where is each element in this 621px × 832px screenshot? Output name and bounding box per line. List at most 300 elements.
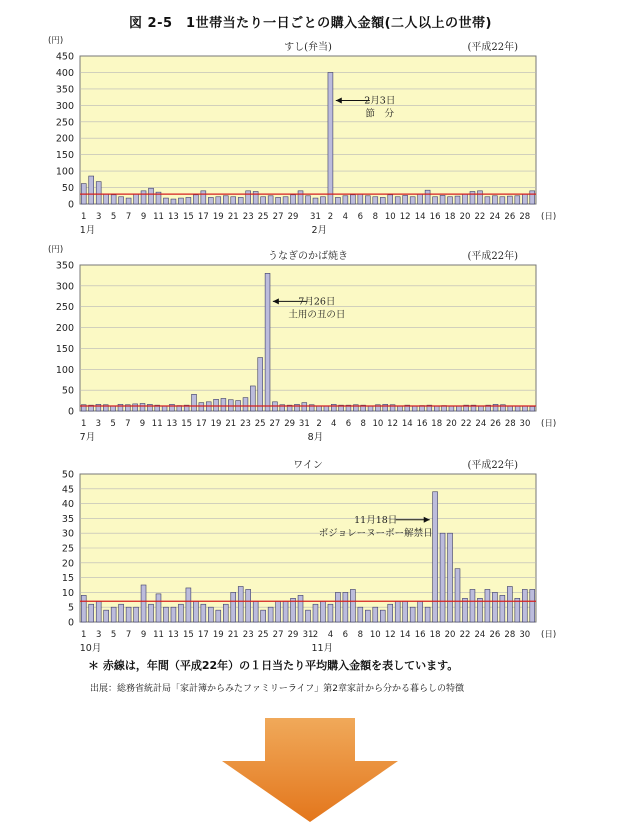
y-tick-label: 150: [55, 150, 74, 162]
bar: [398, 406, 403, 411]
month-label: 2月: [311, 225, 328, 236]
bar: [89, 176, 94, 204]
y-tick-label: 350: [55, 260, 74, 272]
x-tick-label: 15: [182, 630, 194, 640]
y-tick-label: 450: [55, 51, 74, 63]
bar: [283, 601, 288, 622]
x-tick-label: 8: [357, 630, 364, 640]
source-citation: 出展：総務省統計局「家計簿からみたファミリーライフ」第2章家計から分かる暮らしの特徴: [90, 684, 465, 694]
x-tick-label: 22: [474, 212, 486, 222]
bar: [111, 607, 116, 622]
y-tick-label: 100: [55, 166, 74, 178]
x-tick-label: 10: [372, 419, 384, 429]
bar: [104, 610, 109, 622]
x-tick-label: 28: [519, 212, 531, 222]
x-tick-label: 16: [416, 419, 428, 429]
bar: [238, 586, 243, 622]
x-tick-label: 20: [446, 419, 457, 429]
y-tick-label: 50: [61, 385, 74, 397]
bar: [231, 592, 236, 622]
month-label: 1月: [79, 225, 96, 236]
bar: [418, 601, 423, 622]
x-tick-label: 11: [151, 419, 163, 429]
x-tick-label: 5: [110, 630, 117, 640]
plot-area: [80, 265, 536, 411]
x-unit-label: (日): [541, 212, 557, 222]
y-tick-label: 150: [55, 343, 74, 355]
bar: [141, 191, 146, 204]
x-tick-label: 24: [475, 419, 487, 429]
bar: [358, 607, 363, 622]
bar: [440, 533, 445, 622]
bar: [192, 394, 197, 411]
bar: [96, 601, 101, 622]
x-tick-label: 18: [429, 630, 441, 640]
bar: [410, 607, 415, 622]
bar: [246, 589, 251, 622]
bar: [324, 406, 329, 411]
bar: [268, 196, 273, 204]
bar: [328, 72, 333, 204]
x-tick-label: 18: [431, 419, 443, 429]
bar: [178, 604, 183, 622]
bar: [522, 589, 527, 622]
y-tick-label: 400: [55, 67, 74, 79]
y-tick-label: 0: [67, 406, 74, 418]
bar: [500, 595, 505, 622]
annotation-text: 7月26日: [298, 296, 336, 308]
month-label: 10月: [79, 643, 102, 654]
bar: [343, 196, 348, 204]
bar: [485, 589, 490, 622]
y-tick-label: 200: [55, 323, 74, 335]
bar: [456, 406, 461, 411]
bar: [380, 197, 385, 204]
bar: [162, 406, 167, 411]
bar: [306, 196, 311, 204]
x-tick-label: 18: [444, 212, 456, 222]
bar: [507, 586, 512, 622]
bar: [331, 404, 336, 411]
bar: [276, 197, 281, 204]
y-unit-label: (円): [48, 245, 64, 255]
x-tick-label: 8: [372, 212, 378, 222]
bar: [208, 607, 213, 622]
x-tick-label: 17: [197, 630, 209, 640]
bar: [243, 398, 248, 411]
y-tick-label: 20: [61, 558, 74, 570]
month-label: 7月: [79, 432, 96, 443]
bar: [265, 273, 270, 411]
bar: [216, 610, 221, 622]
bar: [216, 197, 221, 204]
x-tick-label: 4: [331, 419, 337, 429]
bar: [258, 358, 263, 411]
bar: [383, 404, 388, 411]
x-tick-label: 17: [195, 419, 207, 429]
bar: [268, 607, 273, 622]
bar: [298, 191, 303, 204]
bar: [500, 197, 505, 204]
x-tick-label: 25: [257, 630, 269, 640]
x-tick-label: 31: [302, 630, 314, 640]
bar: [171, 607, 176, 622]
bar: [149, 604, 154, 622]
bar: [261, 197, 266, 204]
bar: [119, 197, 124, 204]
bar: [147, 404, 152, 411]
x-tick-label: 9: [140, 630, 147, 640]
x-tick-label: 11: [153, 630, 164, 640]
month-label: 11月: [311, 643, 334, 654]
bar: [449, 406, 454, 411]
bar: [134, 607, 139, 622]
y-tick-label: 45: [61, 484, 74, 496]
bar: [485, 197, 490, 204]
bar: [448, 197, 453, 204]
y-tick-label: 10: [61, 587, 74, 599]
chart-title: ワイン: [293, 460, 323, 471]
y-tick-label: 300: [55, 100, 74, 112]
bar: [358, 194, 363, 204]
bar: [186, 588, 191, 622]
bar: [104, 194, 109, 204]
bar: [118, 404, 123, 411]
bar: [508, 406, 513, 411]
bar: [186, 197, 191, 204]
x-tick-label: 14: [401, 419, 413, 429]
bar: [328, 604, 333, 622]
bar: [253, 601, 258, 622]
bar: [141, 585, 146, 622]
x-unit-label: (日): [541, 630, 557, 640]
bar: [96, 404, 101, 411]
y-tick-label: 250: [55, 302, 74, 314]
y-tick-label: 350: [55, 84, 74, 96]
bar: [238, 197, 243, 204]
bar: [119, 604, 124, 622]
bar: [295, 404, 300, 411]
x-tick-label: 3: [95, 419, 102, 429]
bar: [164, 198, 169, 204]
y-tick-label: 250: [55, 117, 74, 129]
x-tick-label: 26: [490, 419, 501, 429]
bar: [455, 569, 460, 622]
x-tick-label: 6: [345, 419, 352, 429]
x-tick-label: 24: [489, 212, 501, 222]
bar: [410, 197, 415, 204]
x-tick-label: 5: [110, 419, 116, 429]
x-tick-label: 19: [212, 212, 224, 222]
x-tick-label: 13: [168, 630, 179, 640]
bar: [214, 399, 219, 411]
x-tick-label: 25: [257, 212, 269, 222]
bar: [492, 196, 497, 204]
bar: [530, 191, 535, 204]
x-tick-label: 23: [240, 419, 251, 429]
bar: [380, 610, 385, 622]
y-tick-label: 15: [61, 573, 74, 585]
x-tick-label: 13: [168, 212, 179, 222]
x-tick-label: 6: [357, 212, 364, 222]
x-tick-label: 4: [327, 630, 334, 640]
x-tick-label: 23: [242, 630, 254, 640]
bar: [434, 406, 439, 411]
bar: [134, 194, 139, 204]
bar: [298, 595, 303, 622]
bar: [320, 197, 325, 204]
bar: [140, 403, 145, 411]
x-tick-label: 1: [80, 419, 87, 429]
x-tick-label: 5: [110, 212, 117, 222]
x-tick-label: 13: [166, 419, 178, 429]
bar: [261, 610, 266, 622]
x-tick-label: 31: [310, 212, 321, 222]
bar: [246, 191, 251, 204]
x-tick-label: 12: [399, 212, 411, 222]
era-label: (平成22年): [467, 460, 518, 471]
y-tick-label: 200: [55, 133, 74, 145]
y-tick-label: 0: [67, 617, 74, 629]
bar: [89, 604, 94, 622]
annotation-text: 11月18日: [354, 514, 398, 526]
bar: [313, 604, 318, 622]
bar: [530, 589, 535, 622]
bar: [507, 196, 512, 204]
bar: [493, 404, 498, 411]
x-tick-label: 7: [125, 212, 132, 222]
x-tick-label: 25: [254, 419, 266, 429]
x-tick-label: 24: [474, 630, 486, 640]
x-tick-label: 2: [316, 419, 322, 429]
x-tick-label: 23: [242, 212, 254, 222]
x-tick-label: 19: [210, 419, 222, 429]
bar: [418, 194, 423, 204]
bar: [199, 403, 204, 411]
x-tick-label: 31: [298, 419, 310, 429]
bar: [477, 191, 482, 204]
bar: [231, 197, 236, 204]
annotation-text: ボジョレーヌーボー解禁日: [318, 527, 433, 539]
x-tick-label: 17: [197, 212, 209, 222]
bar: [373, 607, 378, 622]
x-tick-label: 27: [272, 212, 284, 222]
x-tick-label: 29: [287, 212, 299, 222]
down-arrow-icon: [222, 718, 398, 824]
x-tick-label: 22: [460, 419, 472, 429]
bar: [178, 198, 183, 204]
bar: [433, 492, 438, 622]
annotation-text: 節 分: [365, 108, 395, 120]
y-tick-label: 300: [55, 281, 74, 293]
x-tick-label: 1: [81, 212, 87, 222]
x-tick-label: 15: [182, 212, 194, 222]
x-tick-label: 11: [153, 212, 164, 222]
y-unit-label: (円): [48, 36, 64, 46]
era-label: (平成22年): [467, 251, 518, 262]
x-tick-label: 26: [504, 212, 516, 222]
bar: [253, 192, 258, 204]
bar: [335, 592, 340, 622]
bar: [433, 197, 438, 204]
footnote: ＊ 赤線は，年間（平成22年）の１日当たり平均購入金額を表しています。: [88, 659, 459, 672]
bar: [111, 195, 116, 204]
x-tick-label: 28: [504, 419, 516, 429]
bar: [126, 198, 131, 204]
bar: [463, 194, 468, 204]
bar: [193, 195, 198, 204]
bar: [395, 197, 400, 204]
bar: [302, 403, 307, 411]
x-tick-label: 6: [342, 630, 349, 640]
x-tick-label: 21: [227, 212, 239, 222]
x-tick-label: 8: [360, 419, 366, 429]
y-tick-label: 25: [61, 543, 74, 555]
chart-title: うなぎのかば焼き: [268, 251, 348, 262]
x-tick-label: 21: [225, 419, 237, 429]
bar: [193, 601, 198, 622]
x-tick-label: 3: [95, 212, 102, 222]
bar: [515, 406, 520, 411]
x-tick-label: 7: [125, 419, 131, 429]
bar: [96, 182, 101, 204]
bar: [350, 589, 355, 622]
bar: [335, 197, 340, 204]
x-tick-label: 10: [369, 630, 381, 640]
bar: [171, 199, 176, 204]
bar: [283, 197, 288, 204]
x-tick-label: 3: [95, 630, 102, 640]
bar: [164, 607, 169, 622]
x-tick-label: 2: [327, 212, 334, 222]
x-tick-label: 30: [519, 630, 531, 640]
x-tick-label: 19: [212, 630, 224, 640]
x-tick-label: 14: [399, 630, 411, 640]
x-tick-label: 29: [287, 630, 299, 640]
bar: [478, 406, 483, 411]
x-tick-label: 10: [384, 212, 396, 222]
month-label: 8月: [307, 432, 324, 443]
x-tick-label: 9: [139, 419, 146, 429]
bar: [208, 197, 213, 204]
bar: [373, 197, 378, 204]
chart-unagi: [0, 244, 621, 454]
bar: [111, 406, 116, 411]
x-tick-label: 9: [140, 212, 147, 222]
x-tick-label: 12: [387, 419, 398, 429]
bar: [250, 386, 255, 411]
bar: [201, 604, 206, 622]
bar: [403, 601, 408, 622]
x-tick-label: 14: [414, 212, 426, 222]
x-tick-label: 21: [227, 630, 239, 640]
bar: [425, 190, 430, 204]
bar: [523, 406, 528, 411]
bar: [223, 196, 228, 204]
y-tick-label: 100: [55, 364, 74, 376]
y-tick-label: 50: [61, 469, 74, 481]
bar: [313, 198, 318, 204]
x-tick-label: 16: [414, 630, 426, 640]
x-tick-label: 7: [125, 630, 132, 640]
bar: [223, 604, 228, 622]
plot-area: [80, 56, 536, 204]
bar: [470, 192, 475, 204]
bar: [455, 196, 460, 204]
x-tick-label: 28: [504, 630, 516, 640]
x-tick-label: 27: [272, 630, 284, 640]
bar: [350, 195, 355, 204]
bar: [81, 595, 86, 622]
bar: [365, 610, 370, 622]
bar: [343, 592, 348, 622]
chart-sushi: [0, 34, 621, 234]
y-tick-label: 40: [61, 499, 74, 511]
x-tick-label: 26: [489, 630, 501, 640]
bar: [492, 592, 497, 622]
bar: [156, 594, 161, 622]
figure-title: 図 2-5 1世帯当たり一日ごとの購入金額(二人以上の世帯): [129, 16, 492, 31]
x-tick-label: 27: [269, 419, 281, 429]
bar: [170, 404, 175, 411]
bar: [515, 196, 520, 204]
chart-title: すし(弁当): [284, 42, 332, 53]
bar: [306, 610, 311, 622]
y-tick-label: 5: [67, 602, 74, 614]
x-tick-label: 30: [519, 419, 531, 429]
annotation-text: 2月3日: [364, 95, 396, 107]
bar: [368, 406, 373, 411]
bar: [470, 589, 475, 622]
bar: [425, 607, 430, 622]
bar: [412, 406, 417, 411]
x-unit-label: (日): [541, 419, 557, 429]
bar: [317, 406, 322, 411]
x-tick-label: 22: [459, 630, 471, 640]
bar: [440, 195, 445, 204]
bar: [149, 188, 154, 204]
x-tick-label: 15: [181, 419, 193, 429]
bar: [126, 607, 131, 622]
bar: [395, 601, 400, 622]
bar: [276, 601, 281, 622]
bar: [403, 195, 408, 204]
y-tick-label: 35: [61, 513, 74, 525]
x-tick-label: 2: [312, 630, 319, 640]
chart-wine: [0, 452, 621, 657]
bar: [530, 406, 535, 411]
bar: [201, 191, 206, 204]
bar: [388, 195, 393, 204]
y-tick-label: 50: [61, 183, 74, 195]
x-tick-label: 4: [342, 212, 349, 222]
bar: [221, 398, 226, 411]
bar: [388, 604, 393, 622]
bar: [133, 404, 138, 411]
bar: [522, 194, 527, 204]
bar: [365, 196, 370, 204]
era-label: (平成22年): [467, 42, 518, 53]
x-tick-label: 20: [444, 630, 456, 640]
x-tick-label: 20: [459, 212, 471, 222]
bar: [320, 601, 325, 622]
x-tick-label: 16: [429, 212, 441, 222]
bar: [448, 533, 453, 622]
annotation-text: 土用の丑の日: [288, 309, 346, 321]
x-tick-label: 12: [384, 630, 396, 640]
x-tick-label: 29: [284, 419, 296, 429]
bar: [291, 195, 296, 204]
